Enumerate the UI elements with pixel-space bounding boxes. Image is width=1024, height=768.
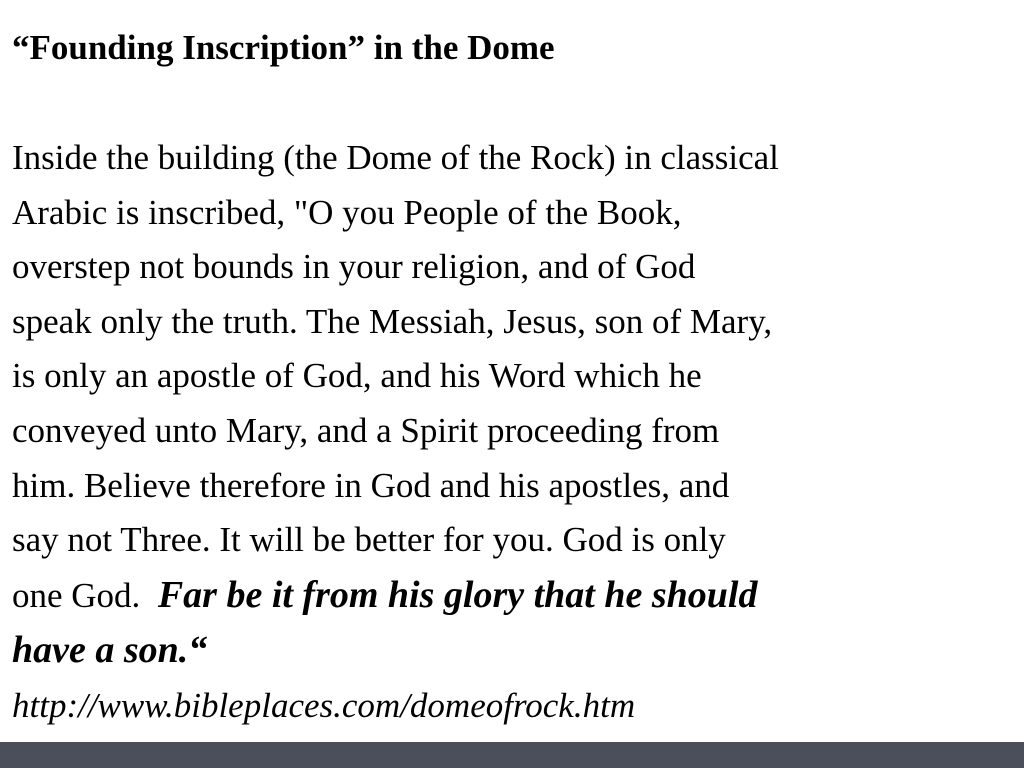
body-line-emphasis <box>12 623 1017 679</box>
body-line-plain-text: one God. <box>12 575 158 615</box>
body-line: is only an apostle of God, and his Word which he <box>12 356 702 396</box>
body-line: speak only the truth. The Messiah, Jesus, son of Mary, <box>12 301 773 341</box>
emphasis-quote-part1: Far be it from his glory that he should <box>157 573 758 616</box>
footer-bar <box>0 742 1024 768</box>
body-line: conveyed unto Mary, and a Spirit proceeding from <box>12 410 720 450</box>
body-line: Arabic is inscribed, "O you People of the Book, <box>12 192 682 232</box>
body-line: overstep not bounds in your religion, and of God <box>12 247 696 287</box>
body-line: say not Three. It will be better for you. God is only <box>12 520 726 560</box>
slide-title: “Founding Inscription” in the Dome <box>12 28 555 67</box>
body-line: him. Believe therefore in God and his apostles, and <box>12 465 730 505</box>
body-line: Inside the building (the Dome of the Rock) in classical <box>12 138 779 177</box>
body-line-with-emphasis <box>12 568 1017 624</box>
source-url-line <box>12 679 1017 734</box>
slide-body <box>12 131 1017 734</box>
emphasis-quote-part2: have a son.“ <box>12 629 208 672</box>
source-url[interactable]: http://www.bibleplaces.com/domeofrock.htm <box>12 685 636 725</box>
